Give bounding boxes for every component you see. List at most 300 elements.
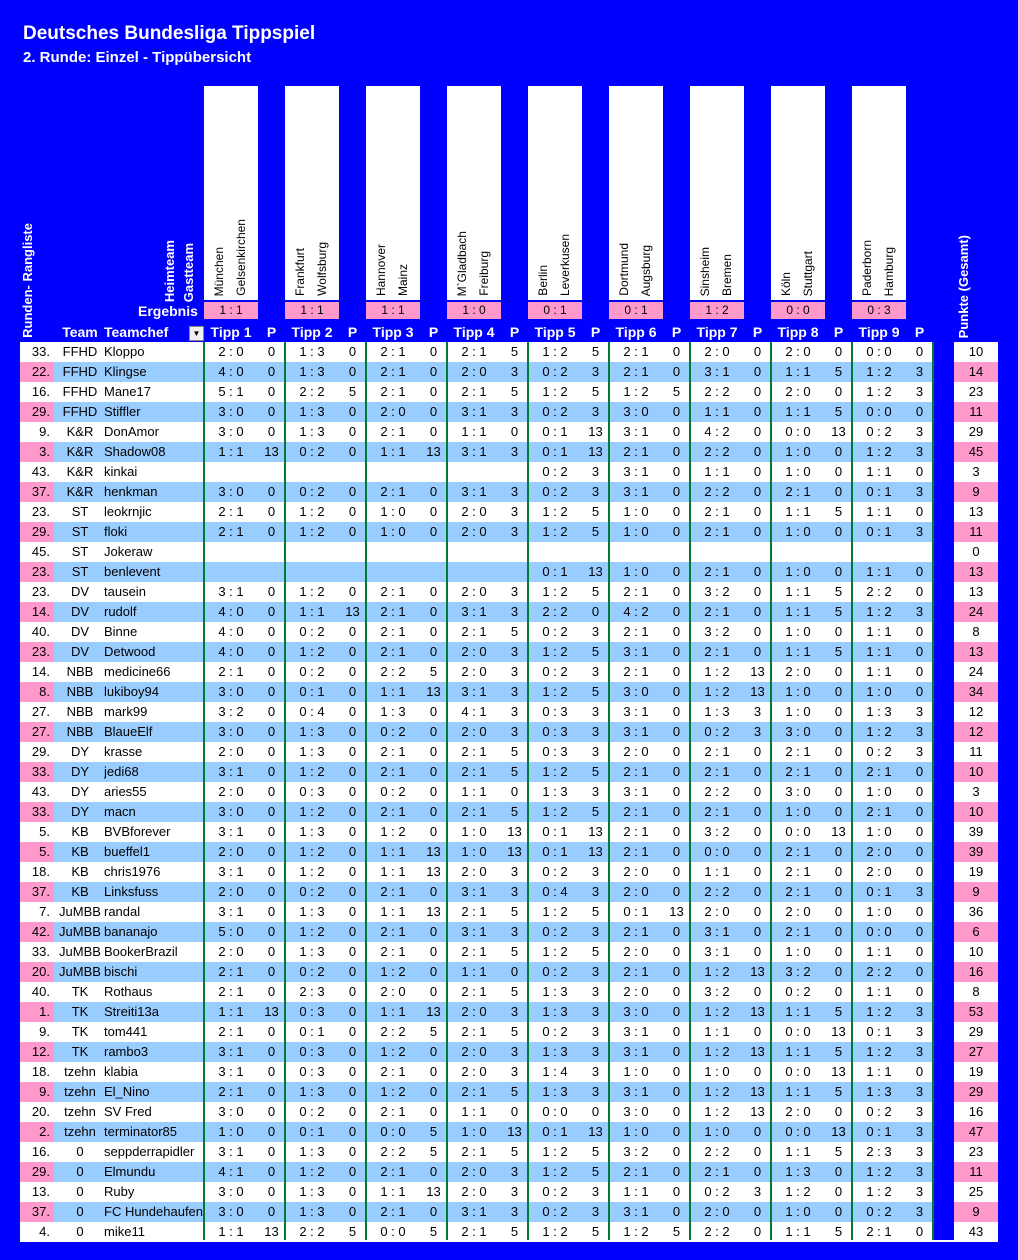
- points-cell: 0: [672, 584, 681, 599]
- punkte-gesamt-cell: 25: [968, 1184, 984, 1199]
- team-cell: K&R: [66, 484, 94, 499]
- home-team-name: Sinsheim: [698, 246, 712, 296]
- points-cell: 0: [429, 724, 438, 739]
- column-divider: [365, 342, 367, 1240]
- points-cell: 0: [429, 364, 438, 379]
- tipp-cell: 1 : 1: [866, 944, 892, 959]
- points-cell: 0: [753, 1024, 762, 1039]
- match-2-result: 1 : 1: [285, 302, 339, 319]
- tipp-cell: 2 : 1: [461, 764, 487, 779]
- tipp-cell: 1 : 3: [299, 724, 325, 739]
- tipp-cell: 2 : 2: [866, 584, 892, 599]
- points-cell: 0: [267, 1044, 276, 1059]
- teamchef-cell: benlevent: [104, 564, 161, 579]
- tipp-cell: 3 : 1: [623, 1204, 649, 1219]
- points-cell: 0: [672, 1164, 681, 1179]
- tipp-cell: 2 : 1: [623, 764, 649, 779]
- teamchef-cell: rudolf: [104, 604, 137, 619]
- rank-cell: 33.: [20, 762, 54, 782]
- home-team-name: Berlin: [536, 265, 550, 296]
- team-cell: FFHD: [62, 404, 98, 419]
- points-cell: 0: [348, 1164, 357, 1179]
- tipp-cell: 0 : 3: [542, 704, 568, 719]
- tipp-cell: 2 : 1: [461, 904, 487, 919]
- points-cell: 0: [267, 1144, 276, 1159]
- points-cell: 0: [672, 1104, 681, 1119]
- points-cell: 0: [834, 1184, 843, 1199]
- team-cell: ST: [71, 504, 89, 519]
- rank-cell: 7.: [39, 904, 50, 919]
- points-cell: 3: [510, 924, 519, 939]
- tipp-cell: 2 : 2: [380, 1024, 406, 1039]
- points-cell: 0: [834, 1104, 843, 1119]
- points-cell: 0: [672, 744, 681, 759]
- team-cell: 0: [76, 1204, 84, 1219]
- points-cell: 0: [915, 684, 924, 699]
- points-cell: 0: [267, 704, 276, 719]
- punkte-gesamt-cell: 9: [954, 482, 998, 502]
- points-cell: 3: [753, 1184, 762, 1199]
- teamchef-cell: rambo3: [104, 1044, 149, 1059]
- tipp-cell: 1 : 2: [380, 824, 406, 839]
- column-divider: [608, 342, 610, 1240]
- points-cell: 0: [348, 904, 357, 919]
- rank-cell: 2.: [20, 1122, 54, 1142]
- team-cell: tzehn: [64, 1124, 96, 1139]
- points-cell: 3: [915, 364, 924, 379]
- team-cell: NBB: [66, 704, 94, 719]
- tipp-cell: [447, 462, 501, 482]
- points-cell: 0: [348, 684, 357, 699]
- points-cell: 3: [510, 1164, 519, 1179]
- punkte-gesamt-cell: 24: [954, 602, 998, 622]
- tipp-cell: [204, 462, 258, 482]
- home-team-name: München: [212, 246, 226, 296]
- points-cell: 13: [831, 1124, 846, 1139]
- points-cell: 0: [834, 844, 843, 859]
- points-cell: 0: [267, 484, 276, 499]
- tipp-cell: 1 : 2: [785, 1184, 811, 1199]
- points-cell: 0: [348, 804, 357, 819]
- tipp-cell: 1 : 1: [623, 1184, 649, 1199]
- tipp-cell: 1 : 2: [380, 964, 406, 979]
- column-divider: [689, 342, 691, 1240]
- tipp-cell: 0 : 3: [299, 784, 325, 799]
- points-cell: 0: [672, 604, 681, 619]
- gastteam-label: Gastteam: [181, 242, 196, 302]
- tipp-cell: 1 : 2: [623, 384, 649, 399]
- tipp-cell: 0 : 0: [785, 1124, 811, 1139]
- tipp-cell: 2 : 0: [218, 784, 244, 799]
- tipp-cell: 2 : 0: [461, 1004, 487, 1019]
- teamchef-cell: Kloppo: [104, 344, 145, 359]
- match-7-result: 1 : 2: [690, 302, 744, 319]
- column-divider: [527, 342, 529, 1240]
- tipp-cell: 0 : 2: [380, 724, 406, 739]
- points-cell: 0: [348, 524, 357, 539]
- tipp-cell: 1 : 1: [785, 1084, 811, 1099]
- column-divider: [446, 342, 448, 1240]
- punkte-gesamt-cell: 16: [968, 1104, 984, 1119]
- points-cell: 0: [834, 564, 843, 579]
- points-cell: 0: [267, 644, 276, 659]
- team-cell: KB: [71, 864, 89, 879]
- points-cell: 5: [591, 584, 600, 599]
- points-cell: 0: [915, 664, 924, 679]
- punkte-gesamt-cell: 39: [954, 842, 998, 862]
- tipp-cell: 3 : 1: [461, 404, 487, 419]
- tipp-cell: 0 : 1: [542, 424, 568, 439]
- team-cell: DY: [70, 784, 90, 799]
- points-cell: 0: [672, 704, 681, 719]
- points-cell: 13: [669, 904, 684, 919]
- tipp-cell: 1 : 1: [866, 504, 892, 519]
- tipp-cell: 2 : 1: [785, 884, 811, 899]
- tipp-cell: 1 : 2: [299, 844, 325, 859]
- points-cell: [663, 542, 690, 562]
- points-cell: 13: [588, 424, 603, 439]
- tipp-cell: 2 : 1: [461, 984, 487, 999]
- points-cell: 0: [267, 1084, 276, 1099]
- tipp-cell: 2 : 1: [704, 524, 730, 539]
- tipp-cell: 1 : 1: [866, 664, 892, 679]
- tipp-cell: 4 : 2: [704, 424, 730, 439]
- rank-cell: 9.: [39, 1024, 50, 1039]
- points-cell: 3: [510, 724, 519, 739]
- tipp-cell: 0 : 2: [299, 664, 325, 679]
- punkte-gesamt-cell: 3: [972, 464, 980, 479]
- tipp-cell: 0 : 2: [542, 964, 568, 979]
- points-cell: 0: [348, 704, 357, 719]
- points-cell: 0: [672, 624, 681, 639]
- tipp-cell: 1 : 2: [866, 1004, 892, 1019]
- tipp-cell: 1 : 0: [623, 504, 649, 519]
- tipp-cell: 0 : 2: [299, 484, 325, 499]
- points-cell: 0: [834, 524, 843, 539]
- punkte-gesamt-cell: 29: [968, 424, 984, 439]
- team-cell: 0: [76, 1144, 84, 1159]
- tipp-cell: 0 : 2: [542, 924, 568, 939]
- tipp-cell: 2 : 1: [461, 624, 487, 639]
- punkte-gesamt-cell: 14: [954, 362, 998, 382]
- tipp-cell: 1 : 2: [542, 644, 568, 659]
- tipp-cell: 0 : 2: [542, 1204, 568, 1219]
- match-3-result: 1 : 1: [366, 302, 420, 319]
- team-cell: 0: [76, 1224, 84, 1239]
- home-team-name: Frankfurt: [293, 247, 307, 296]
- tipp-cell: 2 : 1: [785, 484, 811, 499]
- rank-cell: 9.: [39, 424, 50, 439]
- points-cell: 0: [834, 744, 843, 759]
- teamchef-cell: SV Fred: [104, 1104, 152, 1119]
- match-5-result: 0 : 1: [528, 302, 582, 319]
- points-cell: 5: [834, 1044, 843, 1059]
- punkte-gesamt-cell: 24: [968, 664, 984, 679]
- tipp-cell: 4 : 0: [218, 364, 244, 379]
- tipp-cell: 1 : 1: [380, 1004, 406, 1019]
- tipp-cell: 0 : 0: [866, 404, 892, 419]
- points-cell: [339, 462, 366, 482]
- tipp-cell: 0 : 2: [866, 744, 892, 759]
- points-cell: 0: [267, 504, 276, 519]
- punkte-gesamt-cell: 19: [968, 864, 984, 879]
- points-cell: 3: [510, 644, 519, 659]
- points-cell: 5: [510, 1084, 519, 1099]
- points-cell: 0: [753, 1124, 762, 1139]
- points-cell: 5: [834, 644, 843, 659]
- tipp-cell: 1 : 2: [542, 344, 568, 359]
- points-cell: 5: [510, 624, 519, 639]
- away-team-name: Wolfsburg: [315, 242, 329, 296]
- tipp-cell: 2 : 1: [380, 484, 406, 499]
- tipp-cell: 2 : 0: [218, 344, 244, 359]
- rank-cell: 45.: [31, 544, 50, 559]
- points-cell: 0: [672, 1044, 681, 1059]
- points-cell: [258, 562, 285, 582]
- rank-cell: 4.: [39, 1224, 50, 1239]
- punkte-gesamt-cell: 47: [954, 1122, 998, 1142]
- points-cell: 0: [753, 624, 762, 639]
- tipp-cell: 3 : 0: [218, 1184, 244, 1199]
- points-cell: 3: [915, 1084, 924, 1099]
- points-cell: 0: [267, 604, 276, 619]
- tipp-cell: 2 : 3: [866, 1144, 892, 1159]
- tipp-cell: 1 : 2: [866, 604, 892, 619]
- tipp-cell: 3 : 1: [461, 604, 487, 619]
- tipp-cell: 1 : 1: [785, 644, 811, 659]
- points-cell: 5: [429, 1124, 438, 1139]
- punkte-gesamt-cell: 34: [954, 682, 998, 702]
- points-cell: 0: [672, 984, 681, 999]
- tipp-cell: 3 : 1: [218, 864, 244, 879]
- points-cell: 0: [429, 1044, 438, 1059]
- teamchef-cell: medicine66: [104, 664, 171, 679]
- points-cell: 0: [753, 884, 762, 899]
- points-cell: 0: [267, 404, 276, 419]
- tipp-cell: 0 : 2: [299, 1104, 325, 1119]
- points-cell: 0: [348, 744, 357, 759]
- points-cell: 5: [834, 584, 843, 599]
- points-5-column-header: P: [590, 324, 601, 340]
- team-cell: DV: [70, 644, 90, 659]
- points-cell: 5: [834, 1224, 843, 1239]
- tipp-cell: 1 : 1: [380, 444, 406, 459]
- points-cell: 0: [834, 904, 843, 919]
- teamchef-cell: Jokeraw: [104, 544, 153, 559]
- tipp-cell: 1 : 2: [542, 944, 568, 959]
- points-cell: 0: [672, 944, 681, 959]
- home-team-name: Hannover: [374, 243, 388, 296]
- points-cell: 3: [915, 724, 924, 739]
- team-cell: DY: [70, 764, 90, 779]
- tipp-cell: 4 : 1: [218, 1164, 244, 1179]
- tipp-2-column-header: Tipp 2: [291, 324, 333, 340]
- tipp-cell: 1 : 3: [542, 984, 568, 999]
- tipp-cell: 0 : 2: [542, 464, 568, 479]
- points-cell: 0: [348, 404, 357, 419]
- teamchef-cell: Elmundu: [104, 1164, 156, 1179]
- team-cell: JuMBB: [59, 944, 101, 959]
- points-cell: 13: [264, 444, 279, 459]
- points-cell: 0: [429, 1204, 438, 1219]
- points-cell: 0: [348, 344, 357, 359]
- tipp-cell: 1 : 1: [380, 864, 406, 879]
- tipp-cell: 1 : 2: [542, 1224, 568, 1239]
- points-cell: 13: [750, 664, 765, 679]
- tipp-cell: 2 : 1: [461, 804, 487, 819]
- tipp-cell: 2 : 0: [623, 884, 649, 899]
- points-cell: 0: [672, 524, 681, 539]
- tipp-cell: 1 : 0: [218, 1124, 244, 1139]
- points-cell: 5: [429, 1144, 438, 1159]
- tipp-cell: 2 : 1: [623, 804, 649, 819]
- points-cell: 0: [915, 804, 924, 819]
- tipp-cell: 1 : 2: [704, 664, 730, 679]
- filter-dropdown-button[interactable]: ▼: [189, 326, 204, 341]
- points-cell: 0: [267, 364, 276, 379]
- tipp-1-column-header: Tipp 1: [210, 324, 252, 340]
- punkte-gesamt-cell: 16: [954, 962, 998, 982]
- points-cell: 13: [750, 1104, 765, 1119]
- points-cell: 0: [429, 524, 438, 539]
- tipp-cell: 0 : 1: [623, 904, 649, 919]
- tipp-cell: [690, 542, 744, 562]
- points-cell: 0: [267, 764, 276, 779]
- points-cell: 3: [591, 1044, 600, 1059]
- tipp-cell: 1 : 0: [704, 1064, 730, 1079]
- points-cell: 13: [588, 444, 603, 459]
- points-cell: 0: [348, 944, 357, 959]
- punkte-gesamt-cell: 8: [972, 624, 980, 639]
- tipp-cell: 0 : 0: [866, 344, 892, 359]
- points-cell: [501, 562, 528, 582]
- page-title: Deutsches Bundesliga Tippspiel: [23, 23, 316, 44]
- tipp-cell: 3 : 2: [704, 624, 730, 639]
- tipp-cell: 2 : 0: [218, 884, 244, 899]
- tipp-cell: 1 : 0: [866, 904, 892, 919]
- tipp-cell: 2 : 1: [380, 604, 406, 619]
- points-cell: 0: [267, 384, 276, 399]
- points-cell: 0: [834, 804, 843, 819]
- points-cell: 3: [510, 884, 519, 899]
- rank-cell: 9.: [20, 1082, 54, 1102]
- tipp-cell: 3 : 0: [218, 684, 244, 699]
- away-team-name: Hamburg: [882, 246, 896, 296]
- tipp-cell: 1 : 2: [704, 1004, 730, 1019]
- points-cell: 3: [915, 524, 924, 539]
- points-cell: 0: [429, 504, 438, 519]
- tipp-cell: 3 : 1: [218, 824, 244, 839]
- tipp-cell: 3 : 1: [623, 1024, 649, 1039]
- points-cell: 5: [591, 1164, 600, 1179]
- points-cell: 5: [348, 384, 357, 399]
- tipp-cell: 1 : 0: [785, 444, 811, 459]
- points-cell: 0: [834, 984, 843, 999]
- tipp-cell: 2 : 1: [380, 384, 406, 399]
- tipp-cell: 1 : 1: [704, 1024, 730, 1039]
- tipp-cell: 4 : 1: [461, 704, 487, 719]
- tipp-cell: 2 : 0: [785, 384, 811, 399]
- points-cell: 3: [915, 1104, 924, 1119]
- tipp-cell: 2 : 1: [704, 764, 730, 779]
- punkte-gesamt-cell: 11: [969, 744, 983, 759]
- tipp-cell: 1 : 1: [218, 1004, 244, 1019]
- punkte-gesamt-header: Punkte (Gesamt): [956, 234, 971, 338]
- teamchef-cell: BookerBrazil: [104, 944, 178, 959]
- tipp-cell: 2 : 0: [623, 944, 649, 959]
- punkte-gesamt-cell: 10: [968, 344, 984, 359]
- tipp-cell: 3 : 0: [218, 484, 244, 499]
- tipp-cell: 1 : 2: [542, 804, 568, 819]
- points-cell: 0: [348, 424, 357, 439]
- points-cell: 0: [429, 604, 438, 619]
- points-cell: 0: [348, 624, 357, 639]
- tipp-cell: 2 : 1: [704, 564, 730, 579]
- tipp-cell: 2 : 1: [380, 804, 406, 819]
- tipp-cell: 3 : 1: [623, 424, 649, 439]
- points-cell: 13: [588, 564, 603, 579]
- points-cell: 0: [834, 344, 843, 359]
- rank-cell: 43.: [31, 784, 50, 799]
- points-cell: 5: [348, 1224, 357, 1239]
- tipp-cell: [204, 542, 258, 562]
- rank-cell: 14.: [31, 664, 50, 679]
- teamchef-cell: kinkai: [104, 464, 138, 479]
- tipp-cell: 3 : 1: [461, 484, 487, 499]
- team-cell: ST: [71, 564, 89, 579]
- tipp-cell: 0 : 0: [866, 924, 892, 939]
- tipp-cell: 4 : 0: [218, 624, 244, 639]
- tipp-cell: [852, 542, 906, 562]
- teamchef-cell: macn: [104, 804, 136, 819]
- tipp-cell: 2 : 1: [704, 644, 730, 659]
- tipp-cell: 0 : 2: [542, 1184, 568, 1199]
- points-cell: 0: [672, 404, 681, 419]
- teamchef-cell: bischi: [104, 964, 138, 979]
- tipp-cell: 1 : 1: [704, 464, 730, 479]
- tipp-cell: [366, 542, 420, 562]
- tipp-cell: 2 : 0: [218, 944, 244, 959]
- points-cell: 0: [834, 384, 843, 399]
- points-cell: 3: [510, 404, 519, 419]
- tipp-cell: 2 : 1: [380, 584, 406, 599]
- points-cell: 13: [507, 824, 522, 839]
- points-cell: 5: [834, 404, 843, 419]
- tipp-cell: 2 : 1: [218, 664, 244, 679]
- tipp-cell: 3 : 1: [461, 1204, 487, 1219]
- tipp-cell: 1 : 1: [866, 564, 892, 579]
- points-cell: 5: [510, 944, 519, 959]
- tipp-cell: 2 : 0: [461, 584, 487, 599]
- tipp-cell: [366, 562, 420, 582]
- tipp-cell: 1 : 0: [866, 824, 892, 839]
- points-cell: 0: [753, 444, 762, 459]
- points-cell: 3: [510, 704, 519, 719]
- points-9-column-header: P: [914, 324, 925, 340]
- tipp-cell: 2 : 1: [380, 624, 406, 639]
- tipp-cell: 0 : 2: [380, 784, 406, 799]
- rank-cell: 3.: [20, 442, 54, 462]
- points-cell: 0: [915, 944, 924, 959]
- points-cell: 0: [429, 944, 438, 959]
- tipp-4-column-header: Tipp 4: [453, 324, 495, 340]
- points-cell: 0: [510, 784, 519, 799]
- punkte-gesamt-cell: 13: [968, 504, 984, 519]
- points-cell: 0: [348, 824, 357, 839]
- tipp-cell: 2 : 1: [623, 344, 649, 359]
- points-cell: 0: [348, 1144, 357, 1159]
- points-cell: 3: [915, 484, 924, 499]
